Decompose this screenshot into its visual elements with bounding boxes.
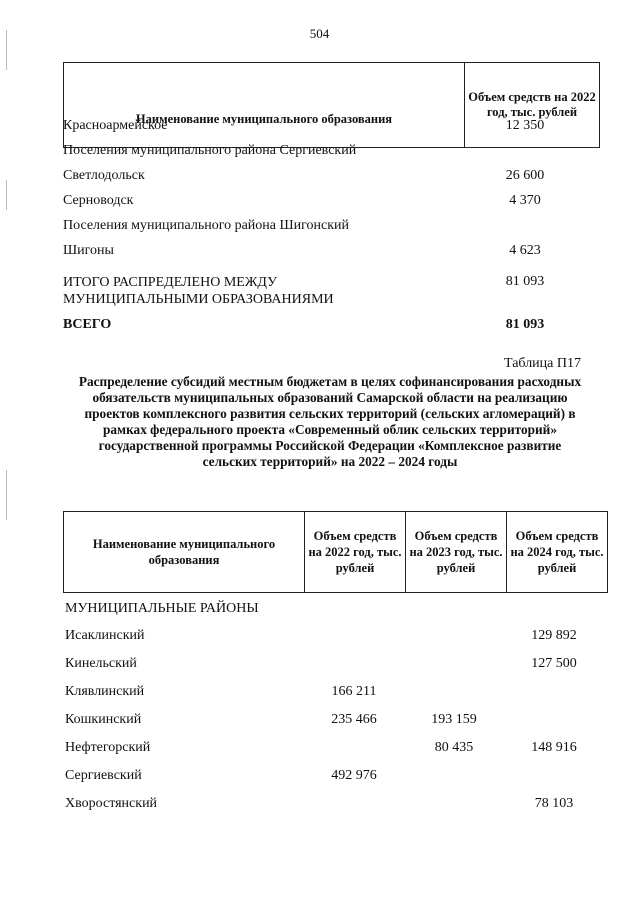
- row-name: Кинельский: [65, 656, 137, 671]
- cell-2024: 127 500: [531, 656, 577, 671]
- scan-artifact: [6, 30, 7, 70]
- cell-2024: 129 892: [531, 628, 577, 643]
- row-value: 4 623: [509, 243, 541, 258]
- table2-header: [63, 511, 608, 593]
- row-value: 4 370: [509, 193, 541, 208]
- table-caption: Таблица П17: [504, 356, 581, 371]
- row-name: Шигоны: [63, 243, 114, 258]
- row-name: Клявлинский: [65, 684, 145, 699]
- cell-2023: 80 435: [434, 740, 474, 755]
- subtotal-label: ИТОГО РАСПРЕДЕЛЕНО МЕЖДУ МУНИЦИПАЛЬНЫМИ ОБРАЗОВАНИЯМИ: [63, 275, 334, 307]
- section-label: МУНИЦИПАЛЬНЫЕ РАЙОНЫ: [65, 601, 259, 616]
- table2-header-2023: Объем средств на 2023 год, тыс. рублей: [406, 512, 507, 593]
- cell-2023: 193 159: [431, 712, 477, 727]
- table1-header-volume: Объем средств на 2022 год, тыс. рублей: [465, 63, 600, 148]
- row-name: Сергиевский: [65, 768, 142, 783]
- subtotal-value: 81 093: [505, 274, 545, 289]
- row-name: Кошкинский: [65, 712, 142, 727]
- row-value: 26 600: [505, 168, 545, 183]
- row-name: Хворостянский: [65, 796, 158, 811]
- row-name: Поселения муниципального района Сергиевский: [63, 143, 357, 158]
- row-value: 12 350: [505, 118, 545, 133]
- table2-header-2024: Объем средств на 2024 год, тыс. рублей: [507, 512, 608, 593]
- table1-header-name: Наименование муниципального образования: [64, 63, 465, 148]
- total-label: ВСЕГО: [63, 317, 112, 332]
- cell-2024: 78 103: [534, 796, 574, 811]
- scan-artifact: [6, 180, 7, 210]
- table2-header-2022: Объем средств на 2022 год, тыс. рублей: [305, 512, 406, 593]
- total-value: 81 093: [505, 317, 545, 332]
- table1-header: [63, 62, 600, 148]
- table2-title: Распределение субсидий местным бюджетам в целях софинансирования расходных обязательств муниципальных образований Самарской области на реализацию проектов комплексного развития сельских территорий (сельских агломераций) в рамках федерального проекта «Современный облик сельских территорий» государственной программы Российской Федерации «Комплексное развитие сельских территорий» на 2022 – 2024 годы: [78, 374, 582, 469]
- row-name: Красноармейское: [63, 118, 168, 133]
- page-number: 504: [309, 26, 330, 41]
- table2-header-name: Наименование муниципального образования: [64, 512, 305, 593]
- row-name: Исаклинский: [65, 628, 145, 643]
- cell-2024: 148 916: [531, 740, 577, 755]
- row-name: Серноводск: [63, 193, 134, 208]
- cell-2022: 235 466: [331, 712, 377, 727]
- row-name: Нефтегорский: [65, 740, 151, 755]
- cell-2022: 166 211: [331, 684, 377, 699]
- cell-2022: 492 976: [331, 768, 377, 783]
- scan-artifact: [6, 470, 7, 520]
- row-name: Светлодольск: [63, 168, 145, 183]
- row-name: Поселения муниципального района Шигонский: [63, 218, 350, 233]
